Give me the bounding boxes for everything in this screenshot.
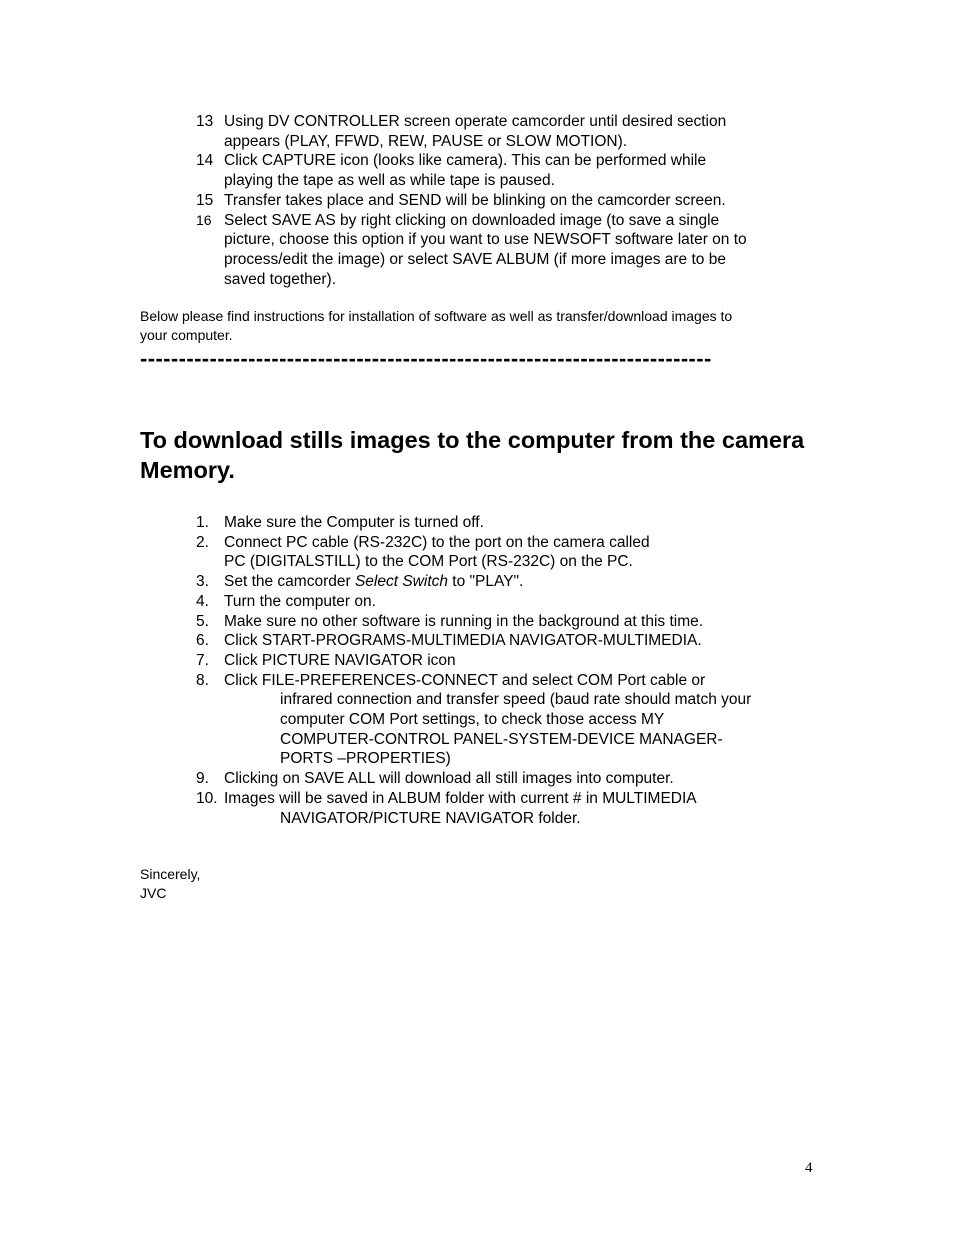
top-steps-list [0,112,954,289]
step-text-part: Set the camcorder [224,573,355,591]
intro-paragraph [140,307,820,344]
list-item [0,671,954,770]
download-steps-list [0,513,954,828]
step-text [224,572,954,592]
step-number: 8. [196,671,209,689]
step-text: Make sure no other software is running in the background at this time. [224,612,704,630]
step-number: 5. [196,612,209,630]
step-text: Turn the computer on. [224,592,376,610]
list-item [0,631,954,651]
list-item [0,651,954,671]
step-text: Using DV CONTROLLER screen operate camcorder until desired section [224,113,727,130]
step-text: computer COM Port settings, to check those access MY [280,711,665,729]
step-text: Click FILE-PREFERENCES-CONNECT and select COM Port cable or [224,671,706,689]
list-item [0,191,954,211]
step-text: NAVIGATOR/PICTURE NAVIGATOR folder. [280,809,581,827]
list-item [0,789,954,828]
signature: JVC [140,884,167,901]
step-text: Transfer takes place and SEND will be blinking on the camcorder screen. [224,191,726,209]
step-number: 4. [196,592,209,610]
step-text: appears (PLAY, FFWD, REW, PAUSE or SLOW MOTION). [224,132,628,150]
step-number: 7. [196,651,209,669]
step-number: 6. [196,632,209,650]
list-item [0,211,954,290]
section-heading [140,426,870,485]
salutation: Sincerely, [140,866,201,882]
intro-line: your computer. [140,326,233,343]
step-number: 10. [196,789,218,807]
select-switch-term: Select Switch [354,573,448,591]
list-item [0,533,954,572]
step-text: COMPUTER-CONTROL PANEL-SYSTEM-DEVICE MANAGER- [280,730,723,748]
step-number: 9. [196,770,209,788]
step-number: 3. [196,573,209,591]
closing-block [140,865,200,902]
step-text: Click PICTURE NAVIGATOR icon [224,651,456,669]
step-text: Images will be saved in ALBUM folder with current # in MULTIMEDIA [224,789,697,807]
list-item [0,592,954,612]
step-number: 16 [196,211,212,228]
step-number: 14 [196,152,214,170]
heading-line: Memory. [140,456,235,483]
step-number: 1. [196,514,209,531]
step-text: Click CAPTURE icon (looks like camera). This can be performed while [224,152,707,170]
heading-line: To download stills images to the computer from the camera [140,427,805,453]
step-text: process/edit the image) or select SAVE ALBUM (if more images are to be [224,250,726,268]
step-number: 2. [196,533,209,551]
step-text: playing the tape as well as while tape is paused. [224,172,555,190]
step-text: infrared connection and transfer speed (baud rate should match your [280,691,752,709]
list-item [0,572,954,592]
intro-line: Below please find instructions for installation of software as well as transfer/download images to [140,308,733,324]
list-item [0,513,954,533]
step-text: Click START-PROGRAMS-MULTIMEDIA NAVIGATOR-MULTIMEDIA. [224,632,702,650]
step-text: Clicking on SAVE ALL will download all still images into computer. [224,770,674,788]
step-text: Select SAVE AS by right clicking on downloaded image (to save a single [224,211,720,229]
step-text: PORTS –PROPERTIES) [280,750,451,768]
step-text: Make sure the Computer is turned off. [224,514,484,531]
step-text: picture, choose this option if you want to use NEWSOFT software later on to [224,231,747,249]
dashed-divider: -------------------------------------------------------------------------- [140,346,712,371]
step-text: PC (DIGITALSTILL) to the COM Port (RS-232C) on the PC. [224,553,633,571]
list-item [0,151,954,190]
step-text-part: to "PLAY". [448,573,524,591]
step-text: Connect PC cable (RS-232C) to the port on the camera called [224,533,650,551]
step-number: 13 [196,113,214,130]
step-text: saved together). [224,270,337,288]
page-number: 4 [805,1160,813,1176]
list-item [0,612,954,632]
list-item [0,769,954,789]
list-item [0,112,954,151]
step-number: 15 [196,191,214,209]
